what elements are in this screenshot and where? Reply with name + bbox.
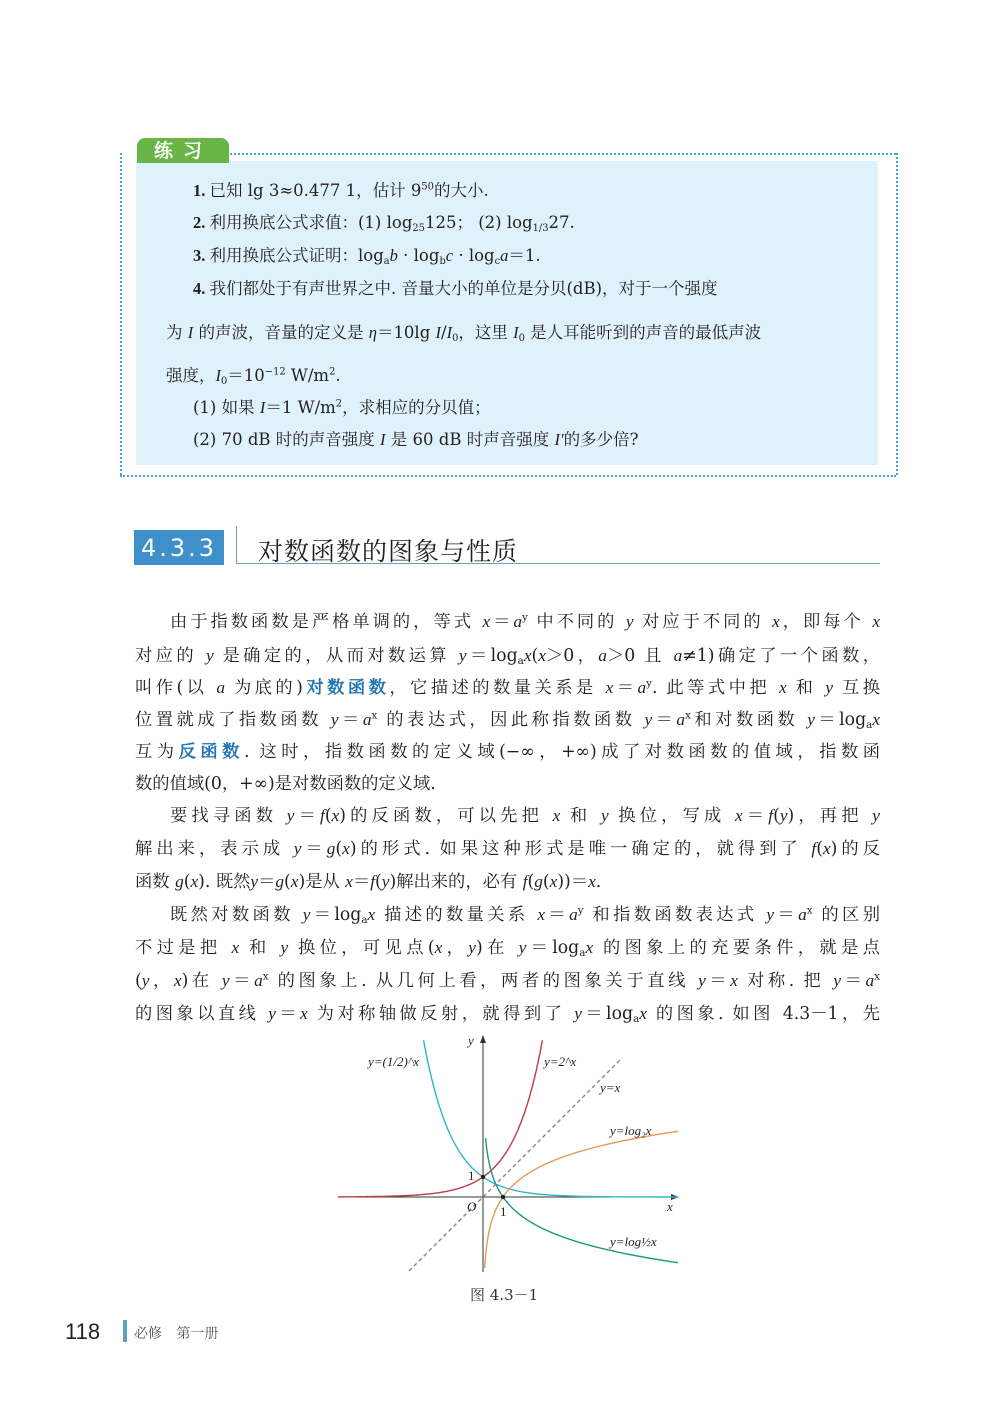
text-run: . 此等式中把 (651, 678, 780, 698)
text-run: ). 既然 (198, 872, 251, 892)
text-run: g (534, 872, 543, 891)
text-run: 数的值域(0，+∞)是对数函数的定义域. (135, 774, 436, 794)
text-run: 和对数函数 (690, 710, 808, 730)
text-run: I (435, 323, 442, 342)
exercise-4 (193, 275, 718, 299)
text-run: )在 (475, 938, 519, 958)
text-run: I (215, 366, 221, 385)
text-run: 1/3 (532, 222, 549, 234)
text-run: y (286, 806, 295, 825)
body-line (170, 607, 880, 632)
text-run: ＝10lg (376, 323, 436, 342)
text-run: 2 (329, 366, 336, 378)
text-run: ＝ (301, 839, 327, 859)
text-run: ＝ (338, 710, 363, 730)
body-line (170, 801, 880, 826)
text-run: y (872, 806, 880, 825)
key-term: 对数函数 (302, 678, 390, 698)
text-run: b (389, 246, 398, 265)
text-run: 互为 (135, 742, 179, 762)
exercise-4-cont2 (166, 362, 341, 386)
text-run: y (577, 904, 584, 917)
text-run: y (807, 710, 815, 729)
text-run: 为对称轴做反射，就得到了 (307, 1004, 575, 1024)
text-run: y (518, 938, 527, 957)
text-run: y (644, 710, 653, 729)
text-run: x (537, 905, 546, 924)
text-run: x (190, 872, 199, 891)
x-tick-1: 1 (500, 1204, 507, 1219)
text-run: 我们都处于有声世界之中. 音量大小的单位是分贝(dB)，对于一个强度 (209, 279, 718, 298)
point-0-1 (481, 1175, 485, 1179)
text-run: ＝10 (227, 366, 265, 385)
text-run: x (173, 971, 182, 990)
y-tick-1: 1 (468, 1168, 475, 1183)
text-run: ( (284, 872, 291, 892)
text-run: 0 (452, 332, 459, 344)
text-run: 要找寻函数 (170, 806, 287, 826)
text-run: )解出来的，必有 (389, 872, 523, 892)
label-half-pow: y=(1/2)^x (368, 1054, 420, 1069)
text-run: x (779, 678, 787, 697)
text-run: 既然对数函数 (170, 905, 303, 925)
text-run: x (331, 806, 340, 825)
text-run: ＝ (275, 1004, 301, 1024)
text-run: ( (527, 872, 535, 892)
text-run: ＝ (840, 971, 866, 991)
footer-book-title: 必修 第一册 (134, 1326, 219, 1342)
text-run: 换位，可见点( (288, 938, 435, 958)
exercise-box-bottom-border (120, 475, 896, 477)
text-run: ( (542, 872, 550, 892)
text-run: −12 (264, 366, 286, 378)
text-run: )，再把 (787, 806, 873, 826)
text-run: a (362, 710, 372, 729)
text-run: 利用换底公式证明：log (209, 246, 384, 265)
text-run: a (513, 612, 523, 631)
text-run: 描述的数量关系 (375, 905, 538, 925)
text-run: g (275, 872, 285, 891)
text-run: ＝ (705, 971, 731, 991)
text-run: a (361, 914, 368, 927)
text-run: x (772, 612, 780, 631)
text-run: ， (149, 971, 174, 991)
text-run: x (434, 938, 443, 957)
body-line (135, 933, 880, 958)
curve-identity (409, 1059, 621, 1271)
body-line (135, 769, 880, 794)
text-run: 对应的 (135, 646, 206, 666)
label-identity: y=x (600, 1080, 621, 1095)
text-run: f (811, 839, 817, 858)
exercise-2 (193, 209, 575, 233)
text-run: x (552, 806, 561, 825)
text-run: ，即每个 (779, 612, 873, 632)
text-run: ≠1)确定了一个函数， (682, 646, 880, 666)
text-run: ＝log (814, 710, 867, 730)
text-run: )的形式. 如果这种形式是唯一确定的，就得到了 (349, 839, 812, 859)
section-title: 对数函数的图象与性质 (258, 537, 519, 566)
text-run: y (698, 971, 706, 990)
text-run: y (766, 905, 775, 924)
text-run: ，它描述的数量关系是 (389, 678, 606, 698)
text-run: 27. (548, 213, 575, 232)
text-run: y (205, 646, 214, 665)
text-run: 换位，写成 (608, 806, 736, 826)
text-run: a (517, 655, 524, 668)
text-run: x (367, 905, 376, 924)
text-run: a (216, 678, 225, 697)
y-axis-label: y (468, 1033, 474, 1048)
text-run: 0 (518, 332, 525, 344)
text-run: ＝log (581, 1004, 634, 1024)
text-run: x (605, 678, 614, 697)
body-line (135, 641, 880, 666)
text-run: y (646, 677, 652, 690)
text-run: W/m (285, 366, 330, 385)
body-line (135, 737, 880, 762)
text-run: ＝ (613, 678, 638, 698)
text-run: ＝ (742, 806, 769, 826)
text-run: )的反函数，可以先把 (339, 806, 553, 826)
text-run: ＝ (294, 806, 321, 826)
text-run: a (254, 971, 263, 990)
origin-label: O (467, 1199, 477, 1214)
text-run: 2. (193, 213, 210, 232)
body-line (135, 867, 880, 892)
x-axis-label: x (667, 1199, 673, 1214)
text-run: 50 (421, 181, 434, 193)
text-run: x (874, 970, 880, 983)
point-1-0 (501, 1195, 505, 1199)
text-run: 的区别 (812, 905, 880, 925)
text-run: a (383, 255, 390, 267)
text-run: b (439, 255, 446, 267)
footer-bar (123, 1320, 127, 1342)
section-divider (236, 526, 237, 564)
exercise-box (136, 161, 878, 465)
text-run: x (262, 970, 269, 983)
text-run: y (221, 971, 230, 990)
text-run: x (872, 612, 880, 631)
text-run: . (335, 366, 341, 385)
text-run: ( (375, 872, 382, 892)
text-run: 0 (221, 375, 228, 387)
text-run: x (872, 710, 880, 729)
text-run: 4. (193, 279, 210, 298)
text-run: y (833, 971, 841, 990)
text-run: 函数 (135, 872, 176, 892)
exercise-tab: 练习 (137, 138, 229, 163)
exercise-4-part2 (193, 426, 638, 450)
section-number: 4.3.3 (134, 530, 224, 565)
text-run: a (637, 678, 647, 697)
body-line (135, 705, 880, 730)
text-run: x (345, 872, 353, 891)
text-run: x (231, 938, 240, 957)
text-run: 是人耳能听到的声音的最低声波 (524, 323, 762, 342)
text-run: . 这时，指数函数的定义域(−∞，+∞)成了对数函数的值域，指数函 (243, 742, 880, 762)
text-run: (1) 如果 (193, 398, 260, 417)
text-run: y (330, 710, 339, 729)
label-two-pow: y=2^x (544, 1054, 577, 1069)
text-run: . (595, 872, 602, 892)
text-run: ＞0 且 (606, 646, 674, 666)
text-run: x (730, 971, 738, 990)
text-run: ( (135, 971, 142, 991)
key-term: 反函数 (178, 742, 244, 762)
text-run: 的图象以直线 (135, 1004, 269, 1024)
text-run: ( (531, 646, 539, 666)
body-line (170, 900, 880, 925)
text-run: y (280, 938, 289, 957)
text-run: I (380, 430, 386, 449)
text-run: ＝log (526, 938, 580, 958)
text-run: y (250, 872, 259, 891)
text-run: a (798, 905, 807, 924)
text-run: 1. (193, 181, 210, 200)
text-run: 25 (412, 222, 425, 234)
text-run: y (458, 646, 467, 665)
text-run: x (300, 1004, 308, 1023)
text-run: a (579, 947, 586, 960)
text-run: x (585, 938, 594, 957)
text-run: y (293, 839, 302, 858)
text-run: f (370, 872, 376, 891)
text-run: ( (773, 806, 780, 826)
text-run: a (598, 646, 607, 665)
text-run: 为 (166, 323, 188, 342)
text-run: x (371, 709, 378, 722)
text-run: y (574, 1004, 582, 1023)
text-run: y (268, 1004, 276, 1023)
text-run: I (259, 398, 266, 417)
text-run: ，这里 (458, 323, 514, 342)
text-run: 2 (335, 398, 343, 410)
figure-caption: 图 4.3－1 (470, 1286, 539, 1304)
text-run: ＝1. (508, 246, 541, 265)
text-run: g (326, 839, 336, 858)
text-run: y (522, 611, 528, 624)
text-run: x (639, 1004, 647, 1023)
text-run: a (866, 719, 873, 732)
text-run: ＝ (352, 872, 371, 892)
text-run: 互换 (833, 678, 880, 698)
text-run: x (342, 839, 350, 858)
text-run: ＝ (545, 905, 570, 925)
text-run: y (381, 872, 390, 891)
exercise-3 (193, 242, 541, 266)
text-run: f (522, 872, 528, 891)
exercise-1 (193, 177, 489, 201)
text-run: 和 (239, 938, 281, 958)
text-run: η (368, 323, 377, 342)
text-run: 和 (560, 806, 601, 826)
text-run: 不过是把 (135, 938, 232, 958)
text-run: a (865, 971, 875, 990)
text-run: x (588, 872, 596, 891)
label-log2: y=log₂x (610, 1123, 652, 1138)
text-run: y (825, 678, 834, 697)
text-run: ， (442, 938, 469, 958)
text-run: 是确定的，从而对数运算 (213, 646, 459, 666)
text-run: x (685, 709, 691, 722)
text-run: 中不同的 (527, 612, 626, 632)
text-run: 的表达式，因此称指数函数 (377, 710, 645, 730)
text-run: ( (335, 839, 343, 859)
text-run: ＝ (229, 971, 255, 991)
text-run: 由于指数函数是严格单调的，等式 (170, 612, 483, 632)
text-run: 的图象. 如图 4.3－1，先 (646, 1004, 880, 1024)
text-run: ＝log (310, 905, 362, 925)
text-run: y (600, 806, 609, 825)
text-run: ( (183, 872, 191, 892)
text-run: ＝ (258, 872, 276, 892)
text-run: g (175, 872, 184, 891)
exercise-4-cont (166, 319, 761, 343)
text-run: ( (816, 839, 823, 859)
text-run: ，求相应的分贝值； (342, 398, 491, 417)
label-log-half: y=log½x (610, 1234, 657, 1249)
text-run: 的图象上的充要条件，就是点 (593, 938, 880, 958)
text-run: ( (324, 806, 332, 826)
text-run: x (482, 612, 491, 631)
text-run: / (441, 323, 447, 342)
text-run: )的反 (830, 839, 880, 859)
text-run: f (320, 806, 325, 825)
exercise-4-part1 (193, 394, 491, 418)
text-run: 3. (193, 246, 210, 265)
text-run: x (549, 872, 558, 891)
exercise-box-top-border (230, 153, 896, 155)
text-run: x (806, 904, 813, 917)
text-run: )是从 (298, 872, 346, 892)
text-run: a (569, 905, 578, 924)
text-run: ＞0， (545, 646, 599, 666)
text-run: c (494, 255, 501, 267)
text-run: 和指数函数表达式 (583, 905, 767, 925)
text-run: 强度， (166, 366, 216, 385)
body-line (135, 834, 880, 859)
text-run: x (523, 646, 532, 665)
text-run: y (468, 938, 476, 957)
text-run: a (633, 1013, 640, 1026)
text-run: ))＝ (557, 872, 589, 892)
text-run: 和 (786, 678, 826, 698)
text-run: y (625, 612, 634, 631)
page-number: 118 (65, 1319, 101, 1344)
body-line (135, 673, 880, 698)
text-run: a (500, 246, 509, 265)
text-run: x (538, 646, 546, 665)
text-run: 为底的) (225, 678, 303, 698)
text-run: ＝ (774, 905, 799, 925)
text-run: 解出来，表示成 (135, 839, 294, 859)
body-line (135, 966, 880, 991)
text-run: 位置就成了指数函数 (135, 710, 331, 730)
text-run: a (673, 646, 683, 665)
text-run: y (779, 806, 788, 825)
text-run: f (768, 806, 774, 825)
text-run: 的声波，音量的定义是 (193, 323, 369, 342)
text-run: ＝ (490, 612, 514, 632)
text-run: 125； (2) log (424, 213, 533, 232)
text-run: x (822, 839, 831, 858)
text-run: 的图象上. 从几何上看，两者的图象关于直线 (268, 971, 699, 991)
text-run: I′ (554, 430, 564, 449)
text-run: y (302, 905, 311, 924)
text-run: 是 60 dB 时声音强度 (385, 430, 555, 449)
text-run: ＝1 W/m (265, 398, 336, 417)
text-run: 对应于不同的 (633, 612, 773, 632)
text-run: x (290, 872, 299, 891)
text-run: y (141, 971, 150, 990)
text-run: x (735, 806, 743, 825)
text-run: )在 (181, 971, 222, 991)
text-run: (2) 70 dB 时的声音强度 (193, 430, 381, 449)
text-run: I (513, 323, 519, 342)
body-line (135, 999, 880, 1024)
text-run: · log (453, 246, 495, 265)
text-run: a (676, 710, 686, 729)
text-run: 利用换底公式求值：(1) log (209, 213, 413, 232)
text-run: 的大小. (433, 181, 489, 200)
text-run: 叫作(以 (135, 678, 217, 698)
text-run: · log (397, 246, 440, 265)
text-run: 已知 lg 3≈0.477 1，估计 9 (209, 181, 422, 200)
text-run: 的多少倍? (563, 430, 639, 449)
text-run: ＝log (466, 646, 518, 666)
text-run: I (446, 323, 453, 342)
text-run: 对称. 把 (737, 971, 834, 991)
text-run: ＝ (652, 710, 677, 730)
text-run: I (187, 323, 194, 342)
text-run: c (445, 246, 454, 265)
